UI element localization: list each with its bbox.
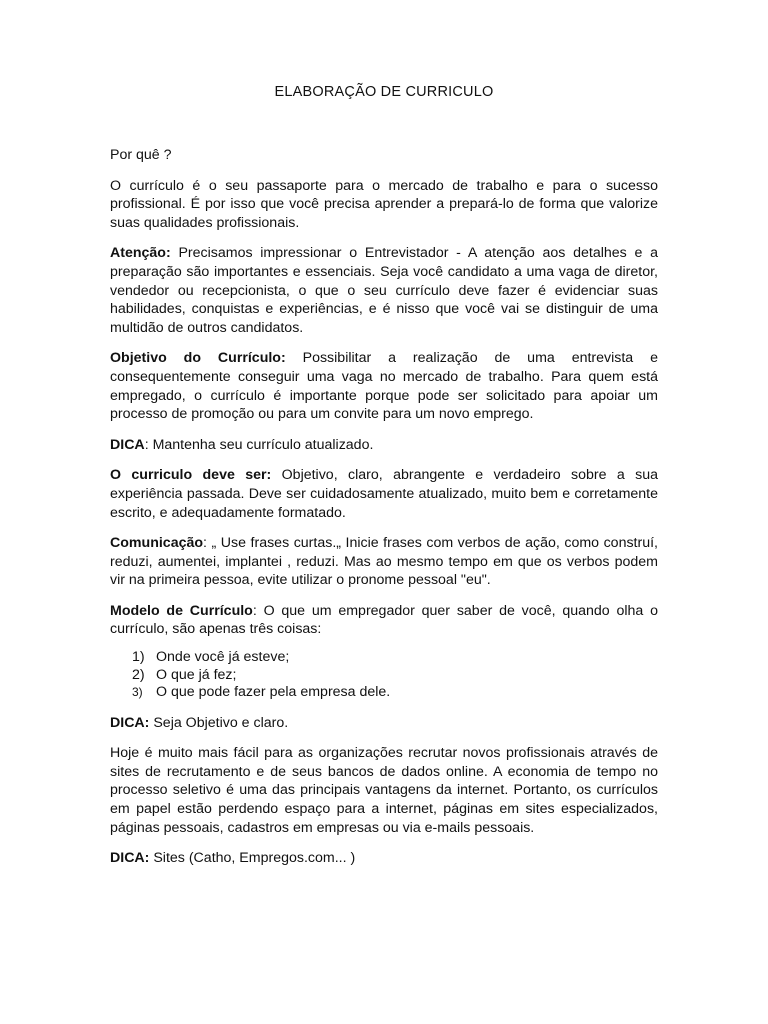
tip3-label: DICA:: [110, 850, 150, 867]
mustbe-text: Objetivo, claro, abrangente e verdadeiro sobre a sua experiência passada. Deve ser cuidadosamente atualizado, muito bem e corretamente escrito, e adequadamente formatado.: [110, 467, 658, 521]
tip2-paragraph: [110, 714, 658, 733]
attention-paragraph: [110, 244, 658, 337]
model-label: Modelo de Currículo: [110, 602, 253, 619]
attention-text: Precisamos impressionar o Entrevistador - A atenção aos detalhes e a preparação são importantes e essenciais. Seja você candidato a uma vaga de diretor, vendedor ou recepcionista, o que o seu currículo deve fazer é evidenciar suas habilidades, conquistas e experiências, e é nisso que você vai se distinguir de uma multidão de outros candidatos.: [110, 245, 658, 336]
model-paragraph: [110, 602, 658, 639]
mustbe-label: O curriculo deve ser:: [110, 467, 272, 484]
communication-paragraph: [110, 534, 658, 590]
list-item-number: 1): [132, 649, 145, 666]
tip3-text: Sites (Catho, Empregos.com... ): [149, 850, 356, 867]
objective-paragraph: [110, 349, 658, 423]
tip2-label: DICA:: [110, 714, 150, 731]
list-item-number: 2): [132, 666, 145, 683]
communication-text: : „ Use frases curtas.„ Inicie frases com verbos de ação, como construí, reduzi, aumentei, implantei , reduzi. Mas ao mesmo tempo em que os verbos podem vir na primeira pessoa, evite utilizar o pronome pessoal "eu".: [110, 535, 658, 589]
communication-label: Comunicação: [110, 535, 204, 552]
list-item-text: Onde você já esteve;: [156, 649, 290, 666]
tip1-paragraph: [110, 436, 658, 455]
list-item-text: O que já fez;: [156, 666, 237, 683]
model-text: : O que um empregador quer saber de você, quando olha o currículo, são apenas três coisas:: [110, 602, 658, 638]
attention-label: Atenção:: [110, 245, 171, 262]
intro-paragraph: O currículo é o seu passaporte para o mercado de trabalho e para o sucesso profissional. É por isso que você precisa aprender a prepará-lo de forma que valorize suas qualidades profissionais.: [110, 177, 658, 231]
objective-label: Objetivo do Currículo:: [110, 350, 286, 367]
list-item-text: O que pode fazer pela empresa dele.: [156, 684, 391, 701]
document-title: ELABORAÇÃO DE CURRICULO: [274, 84, 494, 100]
list-item: [110, 667, 658, 685]
list-item-number: 3): [132, 685, 143, 700]
online-paragraph: Hoje é muito mais fácil para as organizações recrutar novos profissionais através de sites de recrutamento e de seus bancos de dados online. A economia de tempo no processo seletivo é uma das principais vantagens da internet. Portanto, os currículos em papel estão perdendo espaço para a internet, páginas em sites especializados, páginas pessoais, cadastros em empresas ou via e-mails pessoais.: [110, 745, 658, 836]
three-things-list: [110, 649, 658, 702]
tip1-label: DICA: [110, 436, 145, 453]
why-heading: Por quê ?: [110, 147, 172, 163]
tip3-paragraph: [110, 849, 658, 868]
tip2-text: Seja Objetivo e claro.: [149, 714, 289, 731]
list-item: [110, 684, 658, 702]
mustbe-paragraph: [110, 466, 658, 522]
tip1-text: : Mantenha seu currículo atualizado.: [144, 436, 374, 453]
list-item: [110, 649, 658, 667]
objective-text: Possibilitar a realização de uma entrevista e consequentemente conseguir uma vaga no mercado de trabalho. Para quem está empregado, o currículo é importante porque pode ser solicitado para apoiar um processo de promoção ou para um convite para um novo emprego.: [110, 350, 658, 423]
